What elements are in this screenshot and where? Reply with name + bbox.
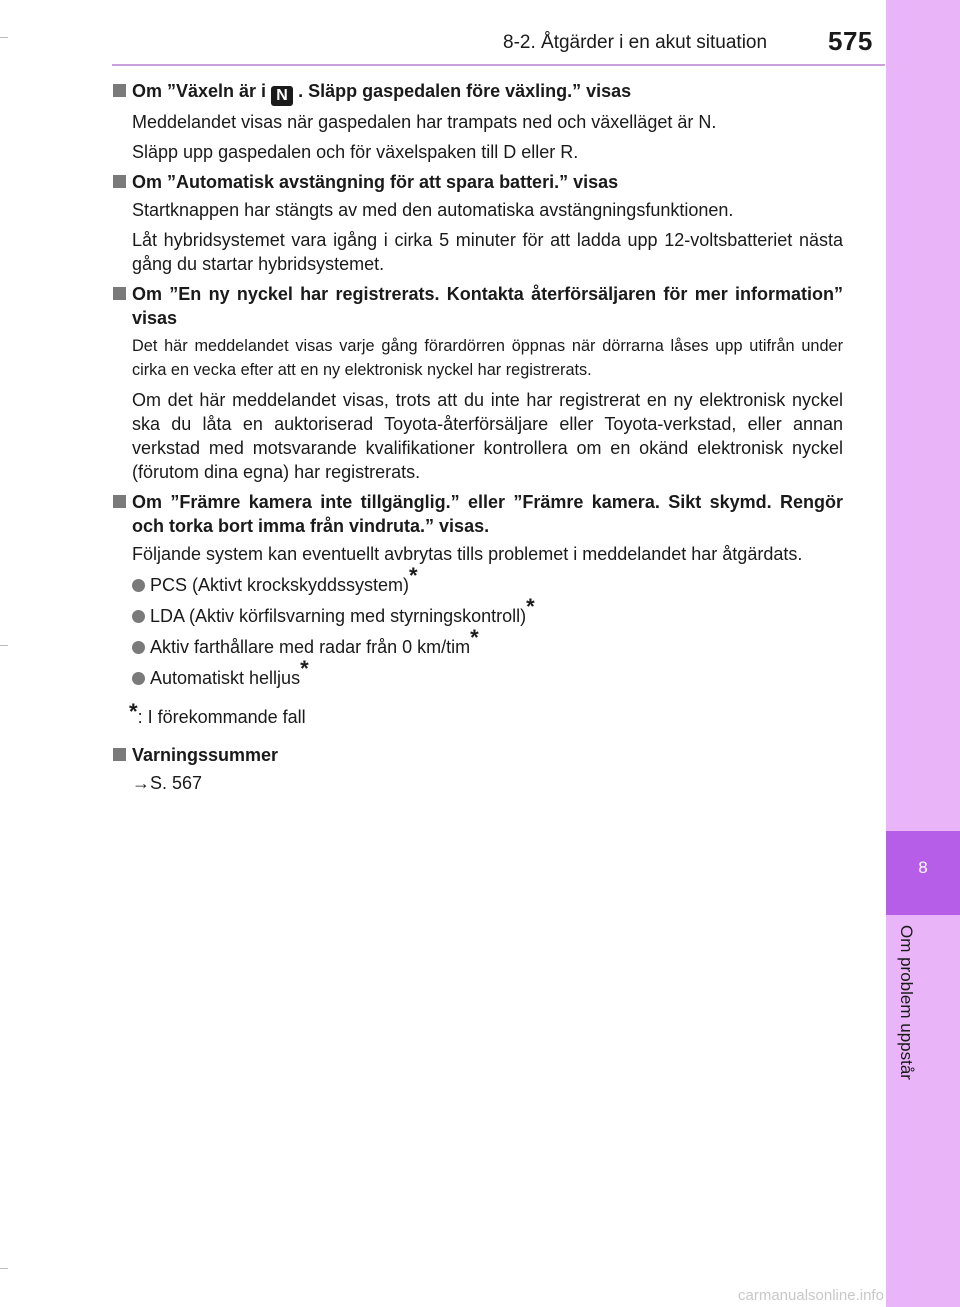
section-gear-message <box>111 79 843 164</box>
paragraph: Startknappen har stängts av med den automatiska avstängningsfunktionen. <box>132 200 734 220</box>
square-bullet-icon <box>113 175 126 188</box>
gear-n-icon: N <box>271 86 293 106</box>
section-heading: Varningssummer <box>111 743 843 767</box>
footnote-asterisk: * <box>129 699 138 724</box>
section-heading: Om ”Främre kamera inte tillgänglig.” eller ”Främre kamera. Sikt skymd. Rengör och torka bort imma från vindruta.” visas. <box>111 490 843 538</box>
paragraph: Det här meddelandet visas varje gång förardörren öppnas när dörrarna låses upp utifrån under cirka en vecka efter att en ny elektronisk nyckel har registrerats. <box>132 337 843 379</box>
paragraph: Meddelandet visas när gaspedalen har trampats ned och växelläget är N. <box>132 112 717 132</box>
paragraph: Låt hybridsystemet vara igång i cirka 5 minuter för att ladda upp 12-voltsbatteriet nästa gång du startar hybridsystemet. <box>132 230 843 274</box>
crop-mark <box>0 645 8 646</box>
header-rule <box>112 64 885 66</box>
chapter-title: Om problem uppstår <box>897 925 916 1080</box>
square-bullet-icon <box>113 84 126 97</box>
chapter-number: 8 <box>918 858 928 877</box>
paragraph: Släpp upp gaspedalen och för växelspaken till D eller R. <box>132 142 579 162</box>
watermark: carmanualsonline.info <box>738 1287 884 1304</box>
crop-mark <box>0 37 8 38</box>
footnote-asterisk: * <box>526 594 535 619</box>
square-bullet-icon <box>113 748 126 761</box>
square-bullet-icon <box>113 495 126 508</box>
round-bullet-icon <box>132 641 145 654</box>
round-bullet-icon <box>132 672 145 685</box>
round-bullet-icon <box>132 610 145 623</box>
footnote-asterisk: * <box>300 656 309 681</box>
section-auto-power-off <box>111 170 843 276</box>
footnote-asterisk: * <box>470 625 479 650</box>
footnote-asterisk: * <box>409 563 418 588</box>
section-title: 8-2. Åtgärder i en akut situation <box>503 32 768 53</box>
square-bullet-icon <box>113 287 126 300</box>
section-warning-buzzer <box>111 743 843 795</box>
section-heading: Om ”Växeln är i N . Släpp gaspedalen före växling.” visas <box>111 79 843 106</box>
footnote: *: I förekommande fall <box>129 699 306 727</box>
page-content <box>111 79 843 801</box>
page-reference: →S. 567 <box>132 773 203 793</box>
round-bullet-icon <box>132 579 145 592</box>
paragraph: Följande system kan eventuellt avbrytas tills problemet i meddelandet har åtgärdats. <box>132 544 803 564</box>
list-item: Aktiv farthållare med radar från 0 km/tim* <box>111 635 843 659</box>
section-new-key <box>111 282 843 484</box>
list-item: PCS (Aktivt krockskyddssystem)* <box>111 573 843 597</box>
crop-mark <box>0 1268 8 1269</box>
list-item: Automatiskt helljus* <box>111 666 843 690</box>
section-heading: Om ”Automatisk avstängning för att spara batteri.” visas <box>111 170 843 194</box>
section-front-camera <box>111 490 843 729</box>
section-heading: Om ”En ny nyckel har registrerats. Kontakta återförsäljaren för mer information” visas <box>111 282 843 330</box>
paragraph: Om det här meddelandet visas, trots att du inte har registrerat en ny elektronisk nyckel ska du låta en auktoriserad Toyota-återförsäljare eller Toyota-verkstad, eller annan verkstad med motsvarande kvalifikationer kontrollera om en okänd elektronisk nyckel (förutom dina egna) har registrerats. <box>132 390 843 482</box>
list-item: LDA (Aktiv körfilsvarning med styrningskontroll)* <box>111 604 843 628</box>
page-number: 575 <box>828 26 873 56</box>
